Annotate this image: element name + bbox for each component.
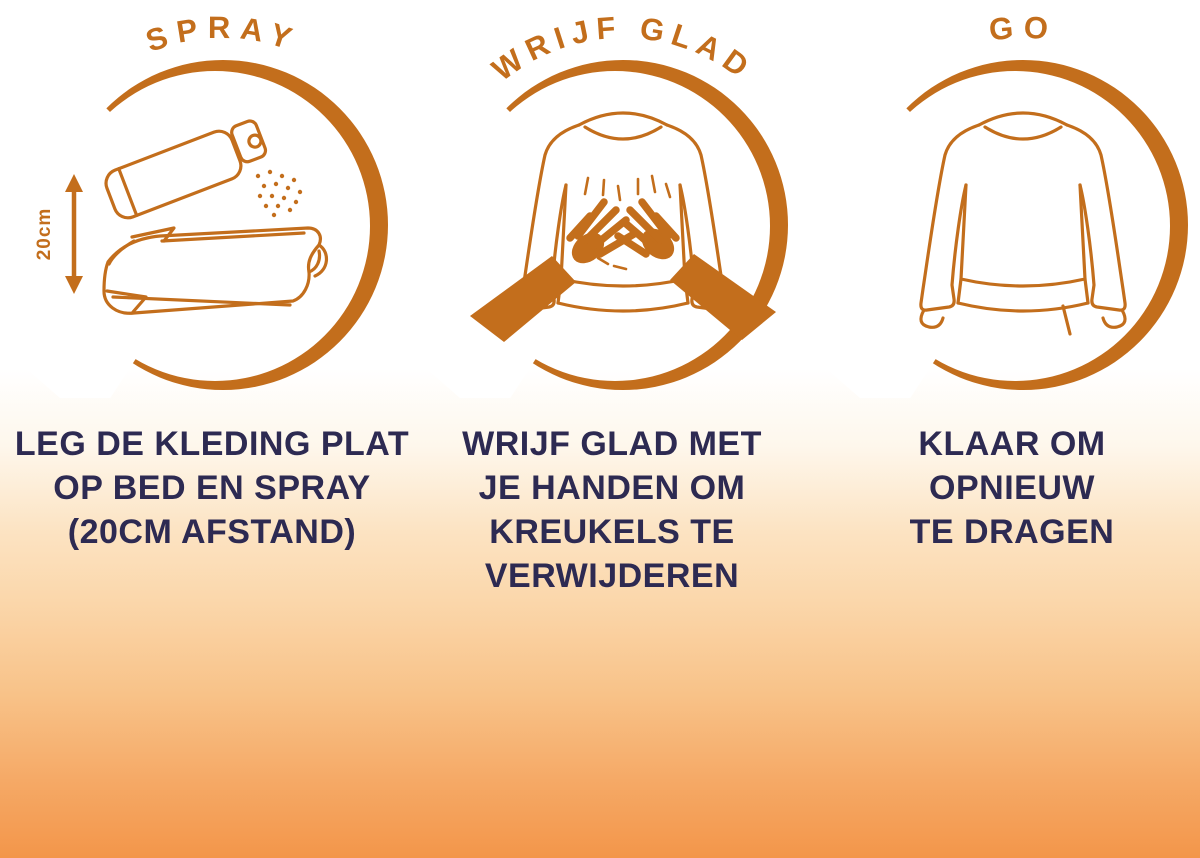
- step-column-rub-smooth: [400, 0, 800, 858]
- caption-line: KLAAR OM: [918, 425, 1106, 463]
- distance-label: 20cm: [34, 207, 55, 261]
- step-column-go: [800, 0, 1200, 858]
- caption-line: LEG DE KLEDING PLAT: [14, 425, 410, 463]
- step-column-spray: [0, 0, 410, 858]
- caption-line: OPNIEUW: [929, 469, 1095, 507]
- step-circle: [12, 55, 388, 398]
- caption-line: (20CM AFSTAND): [67, 513, 357, 551]
- step-circle: [812, 55, 1188, 398]
- step-illustration-go: [812, 0, 1200, 398]
- caption-line: OP BED EN SPRAY: [53, 469, 371, 507]
- caption-line: VERWIJDEREN: [484, 557, 740, 595]
- step-caption: [15, 422, 409, 554]
- step-caption: [910, 422, 1115, 554]
- caption-line: TE DRAGEN: [909, 513, 1115, 551]
- step-illustration-rub: [412, 0, 812, 398]
- step-illustration-spray: [12, 0, 412, 398]
- caption-line: WRIJF GLAD MET: [462, 425, 762, 463]
- spray-mist-dots: [256, 170, 302, 217]
- step-title: SPRAY: [141, 9, 305, 59]
- step-caption: [462, 422, 762, 598]
- caption-line: JE HANDEN OM: [478, 469, 746, 507]
- step-title: GO: [987, 9, 1059, 48]
- step-title: WRIJF GLAD: [485, 9, 761, 88]
- caption-line: KREUKELS TE: [489, 513, 735, 551]
